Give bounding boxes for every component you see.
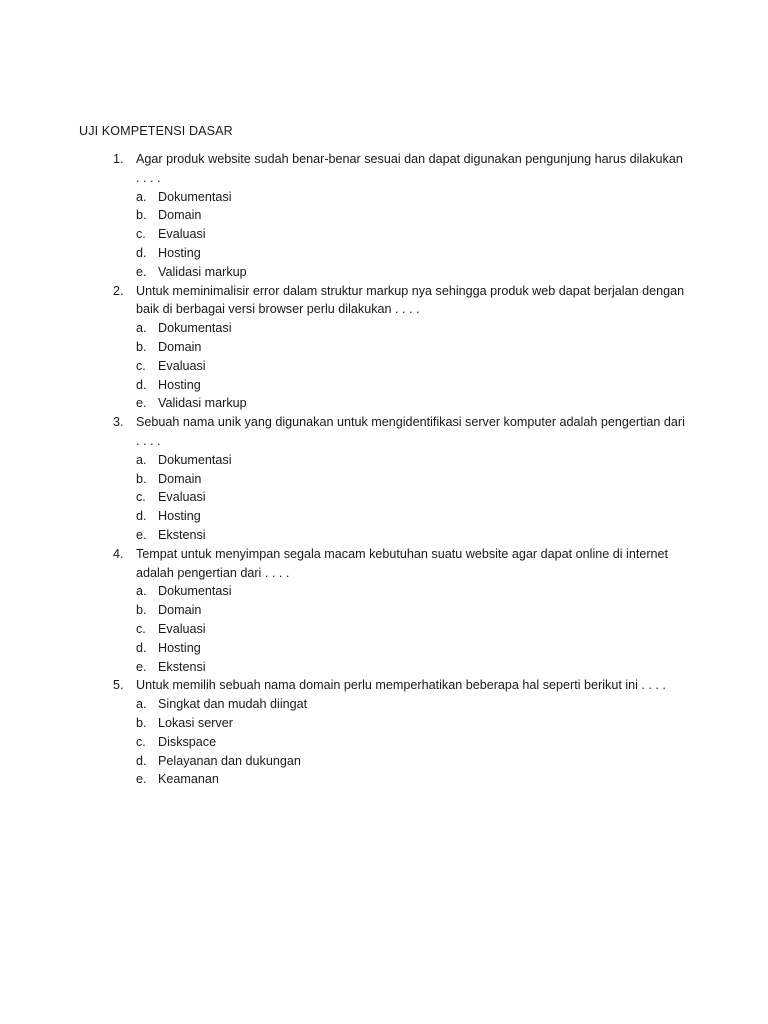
option-item [0, 188, 768, 207]
option-text: Dokumentasi [158, 321, 232, 336]
option-letter: c. [136, 734, 146, 749]
option-text: Ekstensi [158, 659, 206, 674]
question-item [0, 545, 768, 677]
option-letter: c. [136, 621, 146, 636]
option-letter: b. [136, 603, 147, 618]
option-item [0, 451, 768, 470]
option-item [0, 582, 768, 601]
option-item [0, 338, 768, 357]
question-text: Tempat untuk menyimpan segala macam kebutuhan suatu website agar dapat online di internet adalah pengertian dari . . . . [136, 546, 669, 580]
option-text: Evaluasi [158, 621, 206, 636]
option-item [0, 394, 768, 413]
option-text: Evaluasi [158, 227, 206, 242]
option-list [0, 695, 768, 789]
question-item [0, 150, 768, 282]
option-item [0, 488, 768, 507]
question-number: 1. [113, 152, 124, 166]
option-item [0, 714, 768, 733]
option-list [0, 188, 768, 282]
option-text: Keamanan [158, 772, 219, 787]
option-text: Evaluasi [158, 358, 206, 373]
option-text: Validasi markup [158, 396, 247, 411]
question-number: 3. [113, 415, 124, 430]
option-letter: b. [136, 339, 147, 354]
question-list [0, 150, 768, 789]
option-letter: a. [136, 452, 147, 467]
option-text: Domain [158, 471, 202, 486]
option-item [0, 752, 768, 771]
option-item [0, 695, 768, 714]
option-item [0, 225, 768, 244]
option-text: Hosting [158, 377, 201, 392]
option-text: Dokumentasi [158, 584, 232, 599]
option-item [0, 658, 768, 677]
option-item [0, 319, 768, 338]
option-letter: d. [136, 377, 147, 392]
option-item [0, 620, 768, 639]
option-letter: c. [136, 358, 146, 373]
option-item [0, 770, 768, 789]
option-list [0, 451, 768, 545]
option-letter: a. [136, 697, 147, 712]
option-letter: c. [136, 490, 146, 505]
option-item [0, 526, 768, 545]
question-text: Untuk meminimalisir error dalam struktur markup nya sehingga produk web dapat berjalan dengan baik di berbagai versi browser perlu dilakukan . . . . [136, 283, 685, 317]
option-text: Domain [158, 339, 202, 354]
option-text: Evaluasi [158, 490, 206, 505]
option-text: Ekstensi [158, 527, 206, 542]
question-text: Agar produk website sudah benar-benar sesuai dan dapat digunakan pengunjung harus dilakukan . . . . [136, 152, 683, 185]
option-letter: e. [136, 527, 147, 542]
option-item [0, 244, 768, 263]
option-item [0, 601, 768, 620]
option-list [0, 582, 768, 676]
option-text: Dokumentasi [158, 189, 232, 204]
option-letter: b. [136, 471, 147, 486]
option-text: Pelayanan dan dukungan [158, 753, 301, 768]
option-item [0, 639, 768, 658]
option-letter: e. [136, 659, 147, 674]
option-letter: d. [136, 509, 147, 524]
option-letter: b. [136, 208, 147, 223]
option-letter: a. [136, 189, 147, 204]
option-letter: a. [136, 584, 147, 599]
question-text: Untuk memilih sebuah nama domain perlu memperhatikan beberapa hal seperti berikut ini . . . . [136, 678, 666, 693]
option-letter: c. [136, 227, 146, 242]
option-text: Domain [158, 603, 202, 618]
option-text: Domain [158, 208, 202, 223]
option-letter: d. [136, 245, 147, 260]
question-number: 2. [113, 283, 124, 298]
option-item [0, 357, 768, 376]
option-text: Singkat dan mudah diingat [158, 697, 308, 712]
question-item [0, 413, 768, 545]
option-list [0, 319, 768, 413]
question-item [0, 676, 768, 789]
option-text: Diskspace [158, 734, 217, 749]
question-text: Sebuah nama unik yang digunakan untuk mengidentifikasi server komputer adalah pengertian dari . . . . [136, 415, 685, 448]
page-title: UJI KOMPETENSI DASAR [79, 124, 233, 138]
option-text: Validasi markup [158, 264, 247, 279]
option-text: Hosting [158, 245, 201, 260]
option-text: Hosting [158, 640, 201, 655]
option-item [0, 206, 768, 225]
question-number: 4. [113, 546, 124, 561]
option-text: Hosting [158, 509, 201, 524]
option-letter: b. [136, 715, 147, 730]
option-item [0, 507, 768, 526]
option-item [0, 470, 768, 489]
option-text: Lokasi server [158, 715, 233, 730]
option-letter: d. [136, 640, 147, 655]
option-letter: a. [136, 321, 147, 336]
question-number: 5. [113, 678, 124, 693]
option-letter: e. [136, 772, 147, 787]
option-letter: d. [136, 753, 147, 768]
option-item [0, 263, 768, 282]
option-letter: e. [136, 264, 147, 279]
option-letter: e. [136, 396, 147, 411]
question-item [0, 282, 768, 414]
option-item [0, 376, 768, 395]
option-text: Dokumentasi [158, 452, 232, 467]
option-item [0, 733, 768, 752]
